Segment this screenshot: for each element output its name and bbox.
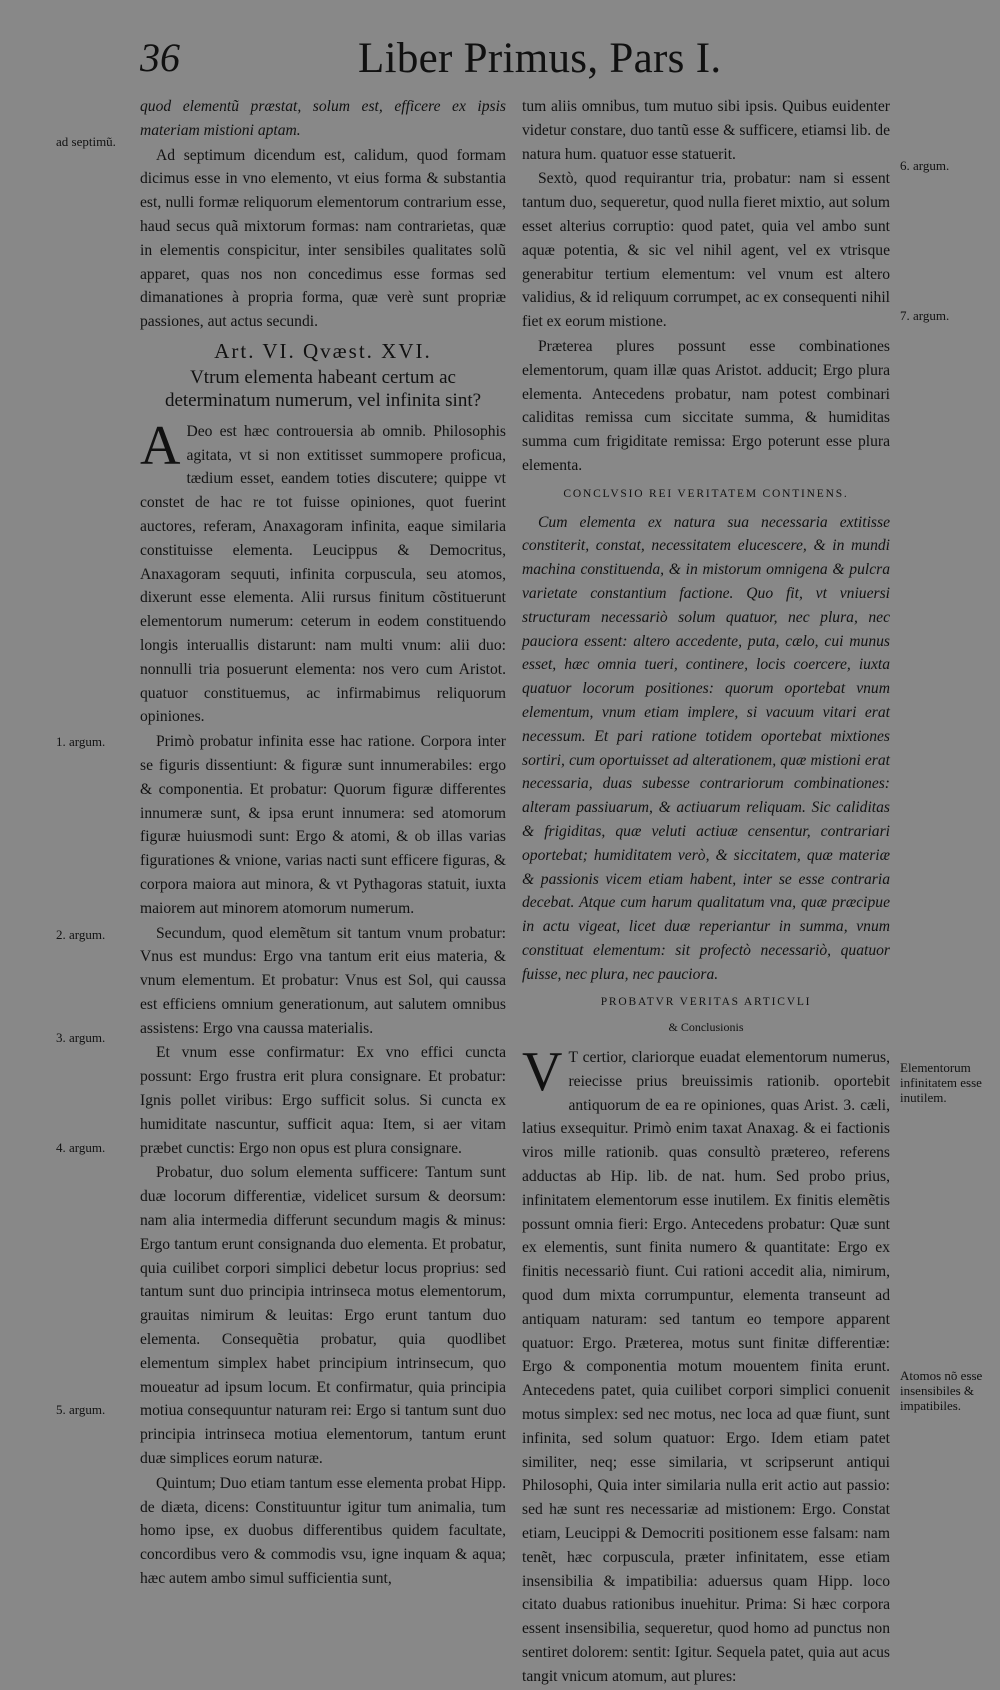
margin-note: 4. argum. (56, 1140, 106, 1155)
question-title: Vtrum elementa habeant certum ac determinatum numerum, vel infinita sint? (164, 366, 482, 411)
paragraph: Cum elementa ex natura sua necessaria extitisse constiterit, constat, necessitatem elucescere, & in mundi machina constituenda, & in mistorum omnigena & pulcra varietate constantium factione. Quo fit, vt vniuersi structuram necessariò solum quatuor, nec plura, nec pauciora essent: altero accedente, puta, cælo, cui munus esset, hæc omnia tueri, continere, locis coercere, iuxta quatuor locorum positiones: quorum oportebat vnum elementum, vnum etiam implere, si vacuum vitari erat necessum. Et pari ratione totidem oportebat mixtiones sortiri, cum oportuisset ad alterationem, quæ mistioni erat necessaria, duas subesse contrariorum combinationes: alteram passiuarum, & actiuarum reliquam. Sic caliditas & frigiditas, quæ veluti actiuæ censentur, contrariari oportebat; humiditatem verò, & siccitatem, quæ materiæ & passionis vicem etiam habent, inter se esse contraria decebat. Atque cum harum qualitatum vna, quæ præcipue in actu vigeat, licet duæ reperiantur in summa, vnum constituat elementum: sit profectò necessariò, quatuor fuisse, nec plura, nec pauciora. (522, 513, 890, 983)
article-heading: Art. VI. Qvæst. XVI. (214, 338, 432, 363)
paragraph: quod elementũ præstat, solum est, efficere ex ipsis materiam mistioni aptam. (140, 98, 506, 139)
paragraph: tum aliis omnibus, tum mutuo sibi ipsis. Quibus euidenter videtur constare, duo tantũ esse & sufficere, etiamsi lib. de natura hum. quatuor esse statuerit. (522, 98, 890, 163)
paragraph: Præterea plures possunt esse combinationes elementorum, quam illæ quas Aristot. adducit; Ergo plura elementa. Antecedens probatur, nam potest combinari caliditas remissa cum siccitate summa, & humiditas summa cum frigiditate remissa: Ergo poterunt esse plura elementa. (522, 337, 890, 474)
paragraph-text: Deo est hæc controuersia ab omnib. Philosophis agitata, vt si non extitisset summopere proficua, tædium esset, eandem toties discutere; quippe vt constet de hac re tot fuisse opiniones, quot fuerint auctores, referam, Anaxagoram infinita, eaque similaria constituisse elementa. Leucippus & Democritus, Anaxagoram sequuti, infinita corpuscula, seu atomos, dixerunt esse elementa. Alii rursus finitum cõstituerunt elementorum numerum: ceterum in eodem constituendo longis interuallis distarunt: nam multi vnum: alii duo: nonnulli tria posuerunt elementa: nos vero cum Aristot. quatuor constituemus, ac infirmabimus reliquorum opiniones. (140, 422, 506, 726)
paragraph: Et vnum esse confirmatur: Ex vno effici cuncta possunt: Ergo frustra erit plura consignare. Et probatur: Ignis pollet viribus: Ergo sufficit solus. Si cuncta ex humiditate nascuntur, sufficit aqua: Item, si aer vitam præbet cunctis: Ergo non opus est plura consignare. (140, 1044, 506, 1157)
margin-note: Elementorum infinitatem esse inutilem. (900, 1060, 982, 1105)
page-number: 36 (140, 35, 180, 80)
paragraph: Ad septimum dicendum est, calidum, quod formam dicimus esse in vno elemento, vt eius forma & substantia est, nulli formæ reliquorum elementorum contrarium esse, haud secus quã mixtorum formas: nam contrarietas, quæ in elementis conspicitur, inter sensibiles qualitates solũ apparet, quas nos non concedimus esse formas sed dimanationes à propria forma, quæ verè sunt propriæ passiones, aut actus secundi. (140, 146, 506, 331)
paragraph-text: T certior, clariorque euadat elementorum numerus, reiecisse prius breuissimis rationib. oportebit antiquorum de ea re opiniones, quas Arist. 3. cæli, latius exsequitur. Primò enim taxat Anaxag. & ei factionis viros mille rationib. quas consultò prætereo, referens adductas ab Hip. lib. de nat. hum. Sed probo prius, infinitatem elementorum esse inutilem. Ex finitis elemẽtis possunt omnia fieri: Ergo. Antecedens probatur: Quæ sunt ex elementis, sunt finita numero & quantitate: Ergo ex finitis necessariò fiunt. Cui rationi accedit alia, nimirum, quod dum mixta corrumpuntur, elementa transeunt ad antiquam naturam: sed tantum eo tempore apparent quatuor: Ergo. Præterea, motus sunt finitæ differentiæ: Ergo & componentia motum mouentem finita erunt. Antecedens patet, quia cuilibet corpori simplici conuenit motus simplex: sed nec motus, nec loca ad quæ fiunt, sunt infinita, sed solum quatuor: Ergo. Idem etiam patet similiter, neq; esse similaria, vt scripserunt antiqui Philosophi, Quia inter similaria nulla erit actio aut passio: sed hæ sunt res necessariæ ad mistionem: Ergo. Constat etiam, Leucippi & Democriti positionem esse falsam: nam tenẽt, hæc corpuscula, præter infinitatem, esse etiam insensibilia & impatibilia: aduersus quam Hipp. loco citato duabus rationibus inuehitur. Prima: Si hæc corpora essent insensibilia, sequeretur, quod homo ad punctus non sentiret dolorem: sentit: Igitur. Sequela patet, quia aut acus tangit vnicum atomum, aut plures: (522, 1049, 890, 1685)
margin-note: 5. argum. (56, 1402, 106, 1417)
margin-note: 7. argum. (900, 308, 950, 323)
paragraph: Secundum, quod elemẽtum sit tantum vnum probatur: Vnus est mundus: Ergo vna tantum erit eius materia, & vnum elementum. Et probatur: Vnus est Sol, qui caussa est efficiens omnium generationum, aut salutem omnibus assistens: Ergo vna caussa materialis. (140, 924, 506, 1037)
paragraph-dropcap (522, 1041, 890, 1689)
paragraph: Primò probatur infinita esse hac ratione. Corpora inter se figuris dissentiunt: & figuræ sunt innumerabiles: ergo & componentia. Et probatur: Quorum figuræ differentes innumeræ sunt, & ipsa erunt innumera: sed atomorum figuræ huiusmodi sunt: Ergo & atomi, & ob illas varias figurationes & vnione, varias nacti sunt efficere figuras, & corpora maiora aut minora, & vt Pythagoras statuit, iuxta maiorem aut minorem atomorum numerum. (140, 733, 506, 917)
margin-note: 3. argum. (56, 1030, 106, 1045)
paragraph: Sextò, quod requirantur tria, probatur: nam si essent tantum duo, sequeretur, quod nulla fieret mixtio, aut solum esset alterius corruptio: quod patet, quia vel ambo sunt aquæ potentia, & sic vel nihil agent, vel ex vtrisque generabitur tertium elementum: vel vnum est altero validius, & id reliquum corrumpet, ac ex consequenti nihil fiet ex eorum mistione. (522, 170, 890, 331)
drop-cap: A (140, 414, 181, 477)
margin-note: ad septimũ. (56, 134, 116, 149)
margin-note: 6. argum. (900, 158, 950, 173)
running-head: Liber Primus, Pars I. (358, 35, 722, 82)
page-header (0, 34, 1000, 86)
right-column (522, 95, 890, 1690)
paragraph-dropcap (140, 414, 506, 729)
conclusion-heading: CONCLVSIO REI VERITATEM CONTINENS. (563, 487, 849, 500)
margin-note: 2. argum. (56, 927, 106, 942)
margin-note: Atomos nõ esse insensibiles & impatibiles. (900, 1368, 983, 1413)
proof-subheading: & Conclusionis (668, 1020, 744, 1035)
paragraph: Probatur, duo solum elementa sufficere: Tantum sunt duæ locorum differentiæ, videlicet sursum & deorsum: nam alia intermedia differunt secundum magis & minus: Ergo tantum erunt consignanda duo elementa. Et probatur, quia cuilibet corpori simplici debetur locus proprius: sed tantum sunt duo principia intrinseca motus elementorum, grauitas nimirum & leuitas: Ergo erunt tantum duo elementa. Consequẽtia probatur, quia quodlibet elementum simplex habet principium intrinsecum, quo moueatur ad ipsum locum. Et confirmatur, quia principia motiua consequuntur naturam rei: Ergo si tantum sunt duo principia intrinseca motiua elementorum, tantum erunt duæ simplices eorum naturæ. (140, 1164, 506, 1468)
drop-cap: V (522, 1041, 563, 1104)
paragraph: Quintum; Duo etiam tantum esse elementa probat Hipp. de diæta, dicens: Constituuntur igitur tum animalia, tum homo ipse, ex duobus differentibus quidem facultate, concordibus vero & commodis vsu, igne inquam & aqua; hæc autem ambo simul sufficientia sunt, (140, 1474, 506, 1588)
margin-note: 1. argum. (56, 734, 106, 749)
left-column (140, 95, 506, 1592)
proof-heading: PROBATVR VERITAS ARTICVLI (600, 996, 812, 1009)
